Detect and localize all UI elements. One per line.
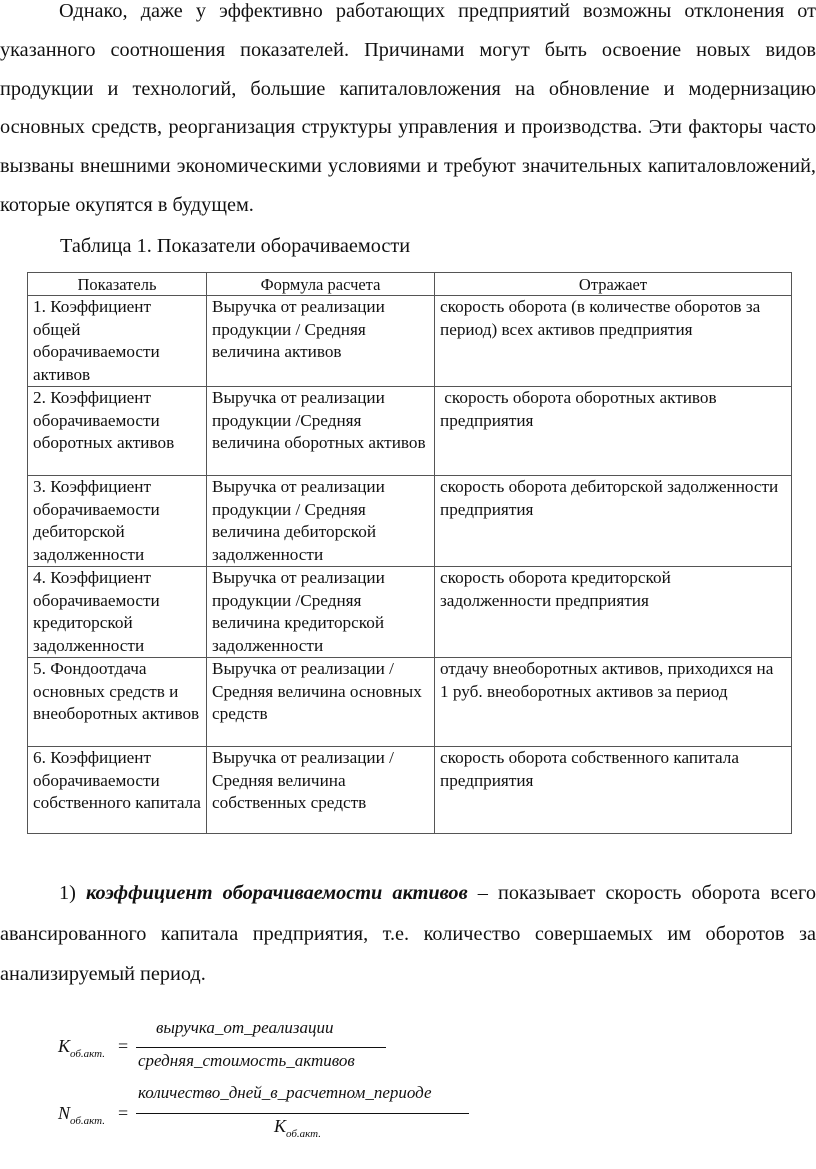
header-indicator: Показатель xyxy=(28,273,207,296)
formula2-lhs-symbol: N xyxy=(58,1103,71,1123)
table-row xyxy=(28,387,792,476)
cell-indicator: 6. Коэффициент оборачиваемости собственного капитала xyxy=(28,747,207,834)
formula1-lhs-subscript: об.акт. xyxy=(70,1048,105,1060)
formula1-denominator: средняя_стоимость_активов xyxy=(138,1051,355,1070)
table-caption: Таблица 1. Показатели оборачиваемости xyxy=(60,235,411,257)
table-row xyxy=(28,567,792,658)
cell-formula: Выручка от реализации продукции /Средняя величина кредиторской задолженности xyxy=(207,567,435,658)
table-header-row xyxy=(28,273,792,296)
cell-reflects: отдачу внеоборотных активов, приходихся на 1 руб. внеоборотных активов за период xyxy=(435,658,792,747)
definition-number: 1) xyxy=(59,882,76,904)
formula1-numerator: выручка_от_реализации xyxy=(156,1018,334,1037)
definition-term: коэффициент оборачиваемости активов xyxy=(86,882,468,904)
cell-reflects: скорость оборота оборотных активов предприятия xyxy=(435,387,792,476)
formula2-lhs-subscript: об.акт. xyxy=(70,1115,105,1127)
cell-reflects: скорость оборота кредиторской задолженности предприятия xyxy=(435,567,792,658)
definition-text: – показывает скорость оборота всего авансированного капитала предприятия, т.е. количество совершаемых им оборотов за анализируемый период. xyxy=(0,882,816,985)
cell-indicator: 1. Коэффициент общей оборачиваемости активов xyxy=(28,296,207,387)
table-row xyxy=(28,296,792,387)
formula2-lhs xyxy=(58,1103,105,1127)
table-row xyxy=(28,476,792,567)
cell-reflects: скорость оборота дебиторской задолженности предприятия xyxy=(435,476,792,567)
cell-reflects: скорость оборота (в количестве оборотов за период) всех активов предприятия xyxy=(435,296,792,387)
turnover-indicators-table xyxy=(27,272,792,834)
formula2-denominator-symbol: K xyxy=(274,1116,287,1136)
cell-indicator: 4. Коэффициент оборачиваемости кредиторской задолженности xyxy=(28,567,207,658)
intro-paragraph: Однако, даже у эффективно работающих предприятий возможны отклонения от указанного соотношения показателей. Причинами могут быть освоение новых видов продукции и технологий, большие капиталовложения на обновление и модернизацию основных средств, реорганизация структуры управления и производства. Эти факторы часто вызваны внешними экономическими условиями и требуют значительных капиталовложений, которые окупятся в будущем. xyxy=(0,0,816,216)
table-row xyxy=(28,747,792,834)
formula-turnover-ratio xyxy=(58,1018,398,1078)
header-reflects: Отражает xyxy=(435,273,792,296)
definition-paragraph xyxy=(0,873,816,995)
formula1-lhs xyxy=(58,1036,105,1060)
cell-formula: Выручка от реализации продукции / Средняя величина активов xyxy=(207,296,435,387)
cell-indicator: 5. Фондоотдача основных средств и внеоборотных активов xyxy=(28,658,207,747)
formula2-fraction-bar xyxy=(136,1113,469,1114)
formula1-lhs-symbol: K xyxy=(58,1036,71,1056)
cell-formula: Выручка от реализации продукции /Средняя величина оборотных активов xyxy=(207,387,435,476)
header-formula: Формула расчета xyxy=(207,273,435,296)
formula2-denominator xyxy=(274,1116,321,1140)
cell-reflects: скорость оборота собственного капитала предприятия xyxy=(435,747,792,834)
formula2-denominator-subscript: об.акт. xyxy=(286,1128,321,1140)
cell-indicator: 3. Коэффициент оборачиваемости дебиторской задолженности xyxy=(28,476,207,567)
formula1-equals: = xyxy=(118,1036,129,1056)
cell-indicator: 2. Коэффициент оборачиваемости оборотных активов xyxy=(28,387,207,476)
formula-turnover-days xyxy=(58,1083,478,1153)
table-row xyxy=(28,658,792,747)
cell-formula: Выручка от реализации / Средняя величина основных средств xyxy=(207,658,435,747)
formula2-equals: = xyxy=(118,1103,129,1123)
formula2-numerator: количество_дней_в_расчетном_периоде xyxy=(138,1083,432,1102)
cell-formula: Выручка от реализации / Средняя величина собственных средств xyxy=(207,747,435,834)
formula1-fraction-bar xyxy=(136,1047,386,1048)
cell-formula: Выручка от реализации продукции / Средняя величина дебиторской задолженности xyxy=(207,476,435,567)
